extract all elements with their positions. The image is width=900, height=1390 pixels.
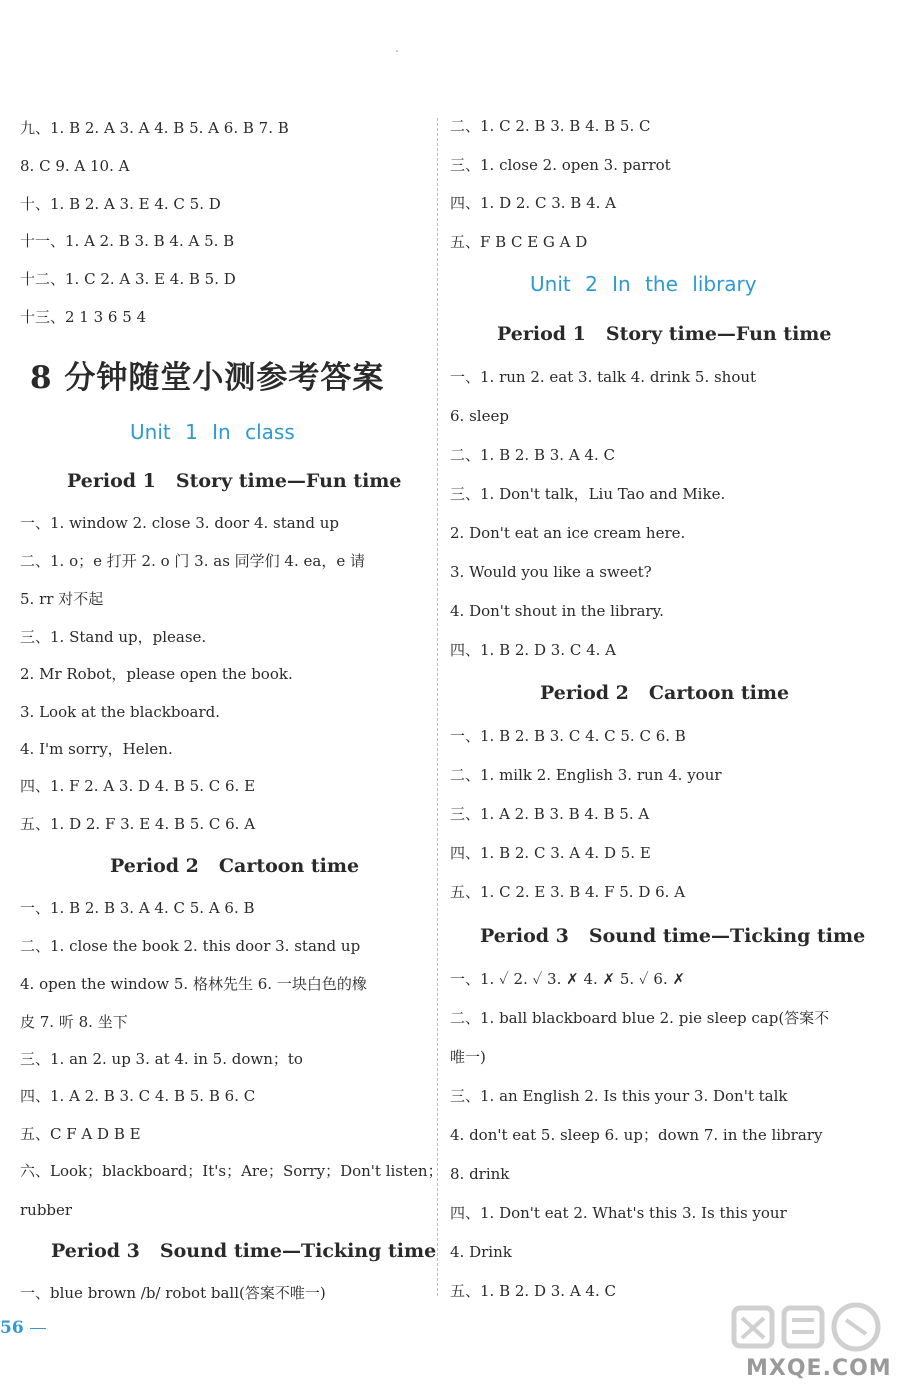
period-number: Period 1 — [497, 323, 586, 345]
answer-line: 2. Mr Robot，please open the book. — [20, 665, 293, 683]
answer-line: 四、1. A 2. B 3. C 4. B 5. B 6. C — [20, 1087, 256, 1105]
period-title — [497, 323, 832, 345]
answer-line: 二、1. o；e 打开 2. o 门 3. as 同学们 4. ea，e 请 — [20, 552, 365, 570]
answer-line: 6. sleep — [450, 407, 509, 425]
answer-line: 十二、1. C 2. A 3. E 4. B 5. D — [20, 270, 236, 288]
page-number: 56 — [0, 1318, 46, 1338]
answer-line: 2. Don't eat an ice cream here. — [450, 524, 686, 542]
period-title — [51, 1240, 436, 1262]
period-number: Period 3 — [480, 925, 569, 947]
period-number: Period 2 — [110, 855, 199, 877]
period-name: Sound time—Ticking time — [588, 925, 866, 947]
period-name: Story time—Fun time — [175, 470, 402, 492]
answer-line: 五、C F A D B E — [20, 1125, 141, 1143]
answer-line: 二、1. C 2. B 3. B 4. B 5. C — [450, 117, 651, 135]
answer-line: 二、1. ball blackboard blue 2. pie sleep cap(答案不 — [450, 1009, 830, 1027]
answer-line: 4. Drink — [450, 1243, 512, 1261]
answer-line: 一、1. window 2. close 3. door 4. stand up — [20, 514, 339, 532]
answer-line: 三、1. Stand up，please. — [20, 628, 207, 646]
answer-line: 二、1. milk 2. English 3. run 4. your — [450, 766, 722, 784]
answer-line: 四、1. B 2. D 3. C 4. A — [450, 641, 616, 659]
answer-line: 4. Don't shout in the library. — [450, 602, 664, 620]
answer-line: 九、1. B 2. A 3. A 4. B 5. A 6. B 7. B — [20, 119, 289, 137]
answer-line: 三、1. an 2. up 3. at 4. in 5. down；to — [20, 1050, 303, 1068]
answer-line: 8. C 9. A 10. A — [20, 157, 130, 175]
period-number: Period 1 — [67, 470, 156, 492]
answer-line: 3. Would you like a sweet? — [450, 563, 652, 581]
answer-line: 十、1. B 2. A 3. E 4. C 5. D — [20, 195, 221, 213]
answer-line: 十三、2 1 3 6 5 4 — [20, 308, 147, 326]
answer-line: 二、1. B 2. B 3. A 4. C — [450, 446, 615, 464]
unit-title: Unit 1 In class — [130, 420, 295, 444]
answer-line: 一、1. B 2. B 3. C 4. C 5. C 6. B — [450, 727, 686, 745]
answer-line: 4. don't eat 5. sleep 6. up；down 7. in the library — [450, 1126, 823, 1144]
answer-line: 三、1. an English 2. Is this your 3. Don't talk — [450, 1087, 788, 1105]
answer-line: 3. Look at the blackboard. — [20, 703, 220, 721]
answer-line: 五、1. B 2. D 3. A 4. C — [450, 1282, 616, 1300]
period-title — [540, 682, 789, 704]
answer-line: 一、1. B 2. B 3. A 4. C 5. A 6. B — [20, 899, 255, 917]
column-divider — [437, 118, 438, 1296]
answer-line: 一、1. ✓ 2. ✓ 3. ✗ 4. ✗ 5. ✓ 6. ✗ — [450, 970, 686, 988]
answer-line: 五、1. C 2. E 3. B 4. F 5. D 6. A — [450, 883, 686, 901]
answer-line: 十一、1. A 2. B 3. B 4. A 5. B — [20, 232, 235, 250]
watermark-text: MXQE.COM — [746, 1356, 892, 1381]
period-title — [67, 470, 402, 492]
period-name: Story time—Fun time — [605, 323, 832, 345]
answer-line: 五、F B C E G A D — [450, 233, 588, 251]
answer-line: 四、1. Don't eat 2. What's this 3. Is this your — [450, 1204, 787, 1222]
answer-line: 4. I'm sorry，Helen. — [20, 740, 173, 758]
answer-line: 一、blue brown /b/ robot ball(答案不唯一) — [20, 1284, 326, 1302]
period-name: Cartoon time — [218, 855, 360, 877]
period-name: Sound time—Ticking time — [159, 1240, 437, 1262]
period-title — [480, 925, 865, 947]
period-title — [110, 855, 359, 877]
unit-title: Unit 2 In the library — [530, 272, 757, 296]
answer-line: 8. drink — [450, 1165, 510, 1183]
answer-line: rubber — [20, 1201, 73, 1219]
answer-line: 四、1. D 2. C 3. B 4. A — [450, 194, 616, 212]
section-title: 8 分钟随堂小测参考答案 — [30, 360, 385, 396]
answer-line: 5. rr 对不起 — [20, 590, 104, 608]
period-number: Period 2 — [540, 682, 629, 704]
period-name: Cartoon time — [648, 682, 790, 704]
answer-line: 四、1. F 2. A 3. D 4. B 5. C 6. E — [20, 777, 256, 795]
answer-line: 四、1. B 2. C 3. A 4. D 5. E — [450, 844, 651, 862]
answer-line: 一、1. run 2. eat 3. talk 4. drink 5. shout — [450, 368, 757, 386]
answer-line: 三、1. A 2. B 3. B 4. B 5. A — [450, 805, 650, 823]
answer-line: 皮 7. 听 8. 坐下 — [20, 1013, 128, 1031]
answer-line: 三、1. close 2. open 3. parrot — [450, 156, 671, 174]
answer-line: 六、Look；blackboard；It's；Are；Sorry；Don't listen； — [20, 1162, 443, 1180]
answer-line: 4. open the window 5. 格林先生 6. 一块白色的橡 — [20, 975, 367, 993]
period-number: Period 3 — [51, 1240, 140, 1262]
answer-line: 唯一) — [450, 1048, 486, 1066]
answer-line: 五、1. D 2. F 3. E 4. B 5. C 6. A — [20, 815, 256, 833]
answer-line: 二、1. close the book 2. this door 3. stand up — [20, 937, 361, 955]
answer-line: 三、1. Don't talk，Liu Tao and Mike. — [450, 485, 726, 503]
scan-dot — [396, 50, 398, 52]
